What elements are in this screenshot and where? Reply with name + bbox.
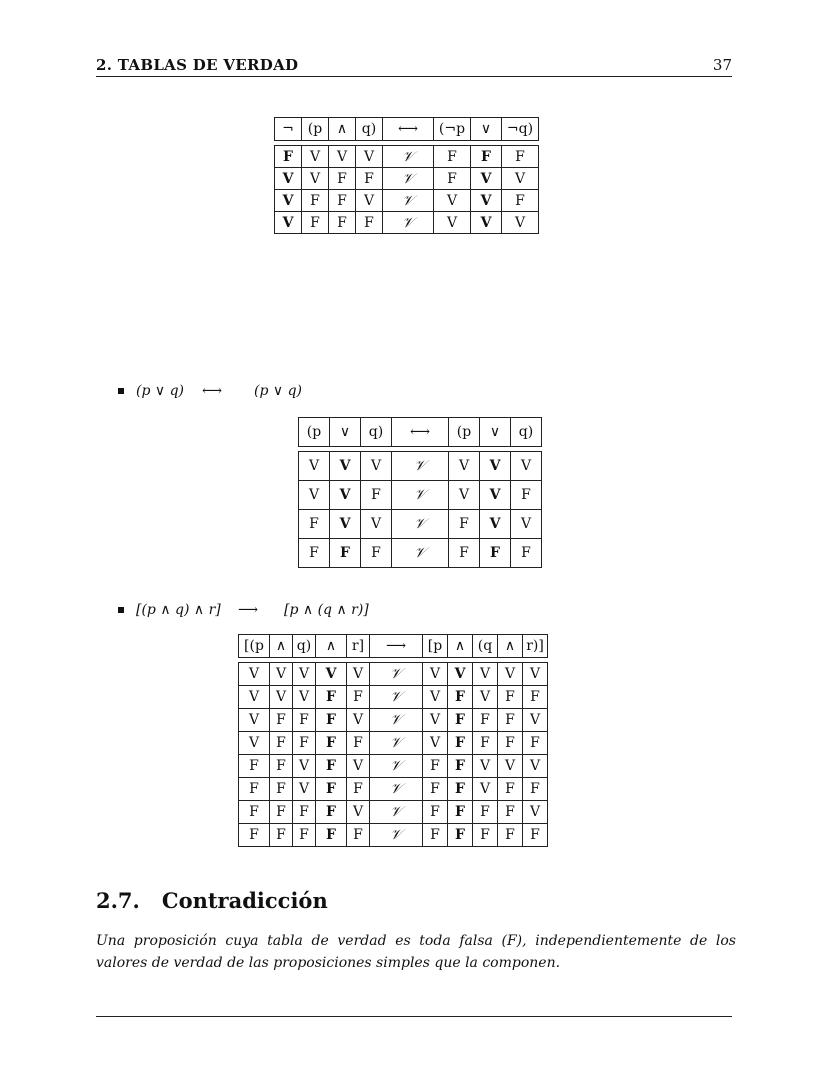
table-cell: F <box>473 824 498 847</box>
table-cell: F <box>423 824 448 847</box>
header-cell: r)] <box>523 635 548 658</box>
table-cell: V <box>356 146 383 168</box>
table-row <box>239 801 548 824</box>
table-cell: V <box>347 801 370 824</box>
table-cell: V <box>361 510 392 539</box>
table-cell: V <box>293 686 316 709</box>
table-cell: F <box>448 686 473 709</box>
table-cell: F <box>302 212 329 234</box>
table-cell: 𝒱 <box>370 663 423 686</box>
table-cell: F <box>299 510 330 539</box>
table-cell: F <box>480 539 511 568</box>
table-cell: F <box>423 778 448 801</box>
header-cell: q) <box>293 635 316 658</box>
table-cell: F <box>448 755 473 778</box>
header-cell: ⟷ <box>383 118 434 141</box>
header-cell: q) <box>361 418 392 447</box>
header-cell: q) <box>356 118 383 141</box>
table-cell: F <box>511 539 542 568</box>
table-row <box>299 539 542 568</box>
header-cell: ¬ <box>275 118 302 141</box>
table-cell: 𝒱 <box>392 452 449 481</box>
header-cell: (p <box>299 418 330 447</box>
table-cell: V <box>239 663 270 686</box>
table-cell: V <box>434 212 471 234</box>
table-row <box>239 709 548 732</box>
item-3-arrow: ⟶ <box>238 602 259 618</box>
table-cell: F <box>523 686 548 709</box>
table-cell: V <box>293 755 316 778</box>
table-cell: F <box>449 510 480 539</box>
table-cell: F <box>330 539 361 568</box>
table-cell: V <box>299 452 330 481</box>
bullet-icon <box>118 388 124 394</box>
table-cell: F <box>356 212 383 234</box>
table-cell: 𝒱 <box>392 539 449 568</box>
table-cell: V <box>330 481 361 510</box>
table-cell: V <box>471 168 502 190</box>
table-cell: 𝒱 <box>370 755 423 778</box>
table-cell: V <box>434 190 471 212</box>
table-row <box>239 824 548 847</box>
table-cell: F <box>270 778 293 801</box>
table-cell: F <box>316 686 347 709</box>
chapter-title: 2. TABLAS DE VERDAD <box>96 56 299 74</box>
table-cell: F <box>293 824 316 847</box>
table-cell: V <box>523 801 548 824</box>
table-cell: F <box>293 801 316 824</box>
table-cell: 𝒱 <box>370 824 423 847</box>
table-cell: F <box>502 146 539 168</box>
item-3-left: [(p ∧ q) ∧ r] <box>136 602 221 618</box>
table-cell: V <box>498 663 523 686</box>
table-cell: V <box>473 755 498 778</box>
table-cell: V <box>293 778 316 801</box>
table-cell: F <box>502 190 539 212</box>
table-cell: F <box>523 732 548 755</box>
table-cell: F <box>270 824 293 847</box>
table-cell: V <box>299 481 330 510</box>
table-row <box>275 146 539 168</box>
table-cell: V <box>498 755 523 778</box>
table-cell: F <box>270 801 293 824</box>
table-cell: V <box>423 686 448 709</box>
table-cell: 𝒱 <box>370 709 423 732</box>
table-cell: V <box>523 755 548 778</box>
header-cell: ∨ <box>471 118 502 141</box>
table-cell: V <box>329 146 356 168</box>
item-3-right: [p ∧ (q ∧ r)] <box>284 602 369 618</box>
table-row <box>275 190 539 212</box>
item-2-arrow: ⟷ <box>202 383 223 399</box>
table-cell: V <box>302 146 329 168</box>
table-cell: 𝒱 <box>392 510 449 539</box>
table-cell: V <box>448 663 473 686</box>
header-cell: ∨ <box>330 418 361 447</box>
header-cell: ∨ <box>480 418 511 447</box>
header-cell: (¬p <box>434 118 471 141</box>
header-cell: [(p <box>239 635 270 658</box>
table-cell: F <box>293 709 316 732</box>
table-cell: V <box>347 755 370 778</box>
section-title: Contradicción <box>161 888 328 913</box>
table-cell: 𝒱 <box>383 146 434 168</box>
table-row <box>239 663 548 686</box>
table-cell: F <box>239 824 270 847</box>
table-row <box>239 778 548 801</box>
table-cell: F <box>270 755 293 778</box>
header-cell: (p <box>302 118 329 141</box>
table-cell: F <box>423 801 448 824</box>
header-cell: ∧ <box>270 635 293 658</box>
table-cell: V <box>502 212 539 234</box>
table-cell: V <box>473 778 498 801</box>
table-row <box>239 732 548 755</box>
table-cell: F <box>347 778 370 801</box>
table-row <box>299 481 542 510</box>
table-cell: 𝒱 <box>370 686 423 709</box>
table-cell: F <box>448 709 473 732</box>
table-cell: F <box>293 732 316 755</box>
table-row <box>239 686 548 709</box>
table-cell: F <box>316 801 347 824</box>
table-cell: F <box>473 801 498 824</box>
section-number: 2.7. <box>96 888 140 913</box>
header-cell: ⟷ <box>392 418 449 447</box>
table-cell: F <box>448 801 473 824</box>
table-cell: F <box>498 801 523 824</box>
table-cell: V <box>270 663 293 686</box>
table-row <box>275 168 539 190</box>
table-cell: V <box>302 168 329 190</box>
header-cell: ∧ <box>498 635 523 658</box>
table-header-row <box>239 635 548 658</box>
table-cell: V <box>471 190 502 212</box>
table-cell: F <box>329 168 356 190</box>
table-cell: F <box>498 709 523 732</box>
header-cell: ∧ <box>329 118 356 141</box>
table-row <box>239 755 548 778</box>
bullet-icon <box>118 607 124 613</box>
table-cell: V <box>423 663 448 686</box>
table-cell: F <box>448 824 473 847</box>
table-cell: V <box>480 452 511 481</box>
table-cell: V <box>473 686 498 709</box>
table-cell: V <box>275 168 302 190</box>
table-cell: 𝒱 <box>370 778 423 801</box>
item-2-left: (p ∨ q) <box>136 383 184 399</box>
table-cell: V <box>423 732 448 755</box>
section-paragraph: Una proposición cuya tabla de verdad es toda falsa (F), independientemente de los valores de verdad de las proposiciones simples que la componen. <box>96 933 736 971</box>
table-cell: F <box>356 168 383 190</box>
table-cell: V <box>330 510 361 539</box>
table-cell: F <box>329 212 356 234</box>
section-heading <box>96 888 328 913</box>
header-cell: ∧ <box>448 635 473 658</box>
table-cell: F <box>471 146 502 168</box>
table-cell: V <box>473 663 498 686</box>
table-cell: F <box>299 539 330 568</box>
table-cell: 𝒱 <box>383 168 434 190</box>
table-cell: 𝒱 <box>370 732 423 755</box>
table-cell: V <box>449 481 480 510</box>
table-cell: V <box>275 190 302 212</box>
page-number: 37 <box>712 56 732 74</box>
table-cell: F <box>498 732 523 755</box>
table-cell: V <box>523 663 548 686</box>
table-row <box>275 212 539 234</box>
table-cell: V <box>316 663 347 686</box>
table-cell: F <box>347 686 370 709</box>
header-cell: r] <box>347 635 370 658</box>
table-header-row <box>299 418 542 447</box>
table-cell: F <box>239 755 270 778</box>
table-cell: V <box>347 663 370 686</box>
footer-rule <box>96 1016 732 1017</box>
table-cell: F <box>498 778 523 801</box>
table-cell: F <box>302 190 329 212</box>
table-cell: F <box>270 732 293 755</box>
table-cell: F <box>473 709 498 732</box>
table-cell: F <box>316 755 347 778</box>
table-cell: F <box>316 778 347 801</box>
table-cell: F <box>239 778 270 801</box>
table-cell: V <box>523 709 548 732</box>
header-cell: ∧ <box>316 635 347 658</box>
table-cell: F <box>449 539 480 568</box>
table-cell: F <box>361 539 392 568</box>
table-cell: F <box>523 824 548 847</box>
truth-table-1 <box>274 117 539 234</box>
table-cell: V <box>502 168 539 190</box>
table-cell: V <box>511 510 542 539</box>
header-cell: ¬q) <box>502 118 539 141</box>
table-cell: F <box>434 146 471 168</box>
table-cell: F <box>434 168 471 190</box>
header-cell: [p <box>423 635 448 658</box>
table-cell: V <box>239 686 270 709</box>
header-cell: (q <box>473 635 498 658</box>
table-cell: 𝒱 <box>392 481 449 510</box>
table-cell: V <box>471 212 502 234</box>
table-row <box>299 510 542 539</box>
table-cell: F <box>347 732 370 755</box>
table-cell: F <box>448 778 473 801</box>
table-cell: F <box>316 824 347 847</box>
table-cell: 𝒱 <box>370 801 423 824</box>
table-cell: F <box>329 190 356 212</box>
truth-table-2 <box>298 417 542 568</box>
header-cell: ⟶ <box>370 635 423 658</box>
table-cell: V <box>423 709 448 732</box>
table-cell: F <box>270 709 293 732</box>
page-header <box>96 56 732 77</box>
table-cell: F <box>473 732 498 755</box>
table-cell: 𝒱 <box>383 212 434 234</box>
table-cell: V <box>347 709 370 732</box>
table-cell: F <box>239 801 270 824</box>
header-cell: (p <box>449 418 480 447</box>
truth-table-3 <box>238 634 548 847</box>
table-cell: F <box>498 686 523 709</box>
table-cell: V <box>239 732 270 755</box>
table-cell: F <box>347 824 370 847</box>
table-cell: V <box>480 510 511 539</box>
table-cell: V <box>270 686 293 709</box>
table-cell: F <box>275 146 302 168</box>
table-cell: V <box>239 709 270 732</box>
table-cell: V <box>480 481 511 510</box>
table-header-row <box>275 118 539 141</box>
table-cell: V <box>293 663 316 686</box>
table-cell: V <box>330 452 361 481</box>
table-cell: F <box>423 755 448 778</box>
table-cell: F <box>498 824 523 847</box>
table-cell: F <box>316 709 347 732</box>
table-cell: F <box>511 481 542 510</box>
table-cell: F <box>523 778 548 801</box>
table-cell: F <box>316 732 347 755</box>
header-cell: q) <box>511 418 542 447</box>
table-cell: V <box>275 212 302 234</box>
table-row <box>299 452 542 481</box>
table-cell: V <box>356 190 383 212</box>
table-cell: V <box>361 452 392 481</box>
table-cell: F <box>361 481 392 510</box>
table-cell: 𝒱 <box>383 190 434 212</box>
table-cell: V <box>449 452 480 481</box>
item-2-right: (p ∨ q) <box>254 383 302 399</box>
table-cell: V <box>511 452 542 481</box>
table-cell: F <box>448 732 473 755</box>
